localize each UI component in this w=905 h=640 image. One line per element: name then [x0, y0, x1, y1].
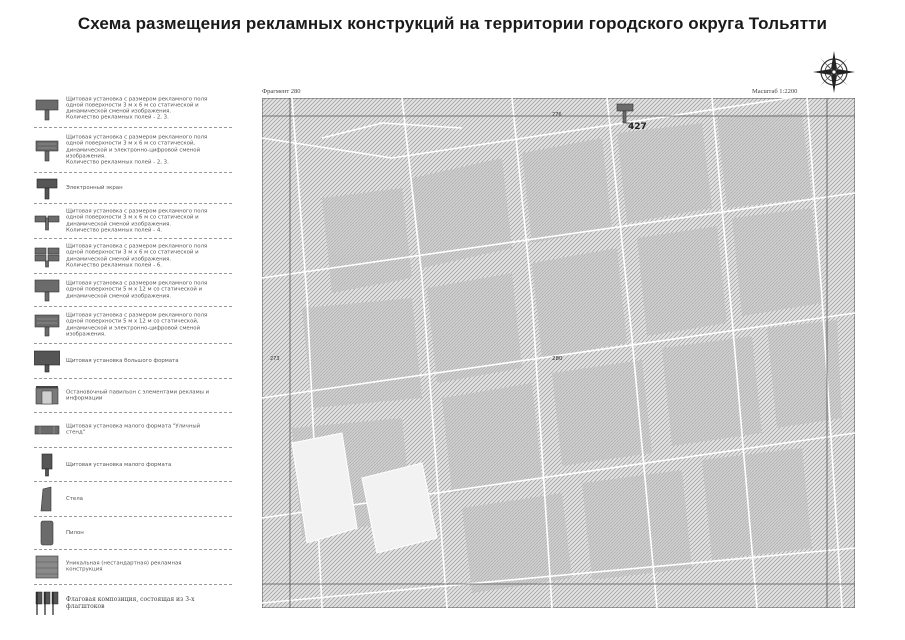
legend-item-text: Стела	[66, 495, 83, 502]
legend-item	[34, 413, 232, 448]
page-title: Схема размещения рекламных конструкций на территории городского округа Тольятти	[77, 14, 828, 33]
billboard-3x6-digital-icon	[34, 137, 60, 163]
billboard-3x6-four-fields-icon	[34, 208, 60, 234]
object-number-label: 427	[628, 122, 647, 132]
legend-item-text: Остановочный павильон с элементами рекламы и информации	[66, 389, 210, 402]
flag-composition-icon	[34, 590, 60, 616]
legend-item	[34, 517, 232, 550]
electronic-screen-icon	[34, 175, 60, 201]
legend-item	[34, 482, 232, 517]
legend-item-text: Щитовая установка с размером рекламного поля одной поверхности 3 м х 6 м со статической, динамической и электронно-цифровой сменой изображения. Количество рекламных полей - 2, 3.	[66, 134, 208, 166]
legend-item	[34, 379, 232, 413]
legend-item-text: Щитовая установка с размером рекламного поля одной поверхности 3 м х 6 м со статической и динамической сменой изображения. Количество рекламных полей - 2, 3.	[66, 95, 208, 121]
small-format-billboard-icon	[34, 452, 60, 478]
legend-item-text: Пилон	[66, 529, 84, 536]
legend-item	[34, 344, 232, 379]
billboard-3x6-six-fields-icon	[34, 243, 60, 269]
top-neighbor-number: 276	[552, 112, 562, 118]
legend-item	[34, 239, 232, 274]
center-fragment-number: 280	[552, 356, 563, 362]
legend-item-text: Щитовая установка малого формата "Уличный стенд"	[66, 423, 201, 436]
legend-item-text: Щитовая установка с размером рекламного поля одной поверхности 5 м х 12 м со статической и динамической сменой изображения.	[66, 280, 208, 300]
unique-structure-icon	[34, 554, 60, 580]
bus-stop-pavilion-icon	[34, 383, 60, 409]
legend	[34, 90, 232, 621]
legend-item	[34, 307, 232, 344]
legend-item-text: Уникальная (нестандартная) рекламная конструкция	[66, 560, 182, 573]
legend-item-text: Флаговая композиция, состоящая из 3-х флагштоков	[66, 596, 195, 610]
map-fragment[interactable]	[262, 98, 855, 608]
billboard-3x6-static-dynamic-icon	[34, 96, 60, 122]
small-format-street-stand-icon	[34, 417, 60, 443]
large-format-billboard-icon	[34, 348, 60, 374]
fragment-label: Фрагмент 280	[262, 88, 301, 95]
legend-item-text: Электронный экран	[66, 184, 123, 191]
legend-item	[34, 128, 232, 173]
legend-item	[34, 274, 232, 307]
pylon-icon	[34, 520, 60, 546]
billboard-5x12-static-dynamic-icon	[34, 277, 60, 303]
billboard-5x12-digital-icon	[34, 312, 60, 338]
legend-item-text: Щитовая установка с размером рекламного поля одной поверхности 3 м х 6 м со статической и динамической сменой изображения. Количество рекламных полей - 6.	[66, 243, 208, 269]
stele-icon	[34, 486, 60, 512]
legend-item-text: Щитовая установка с размером рекламного поля одной поверхности 5 м х 12 м со статической, динамической и электронно-цифровой сменой изображения.	[66, 312, 208, 338]
legend-item	[34, 550, 232, 585]
legend-item	[34, 585, 232, 621]
legend-item	[34, 448, 232, 482]
legend-item	[34, 173, 232, 204]
legend-item	[34, 204, 232, 239]
legend-item-text: Щитовая установка с размером рекламного поля одной поверхности 3 м х 6 м со статической и динамической сменой изображения. Количество рекламных полей - 4.	[66, 208, 208, 234]
compass-rose-icon	[812, 50, 856, 94]
scale-label: Масштаб 1:2200	[752, 88, 798, 95]
legend-item-text: Щитовая установка малого формата	[66, 461, 172, 468]
legend-item-text: Щитовая установка большого формата	[66, 357, 179, 364]
left-neighbor-number: 273	[270, 356, 280, 362]
legend-item	[34, 90, 232, 128]
